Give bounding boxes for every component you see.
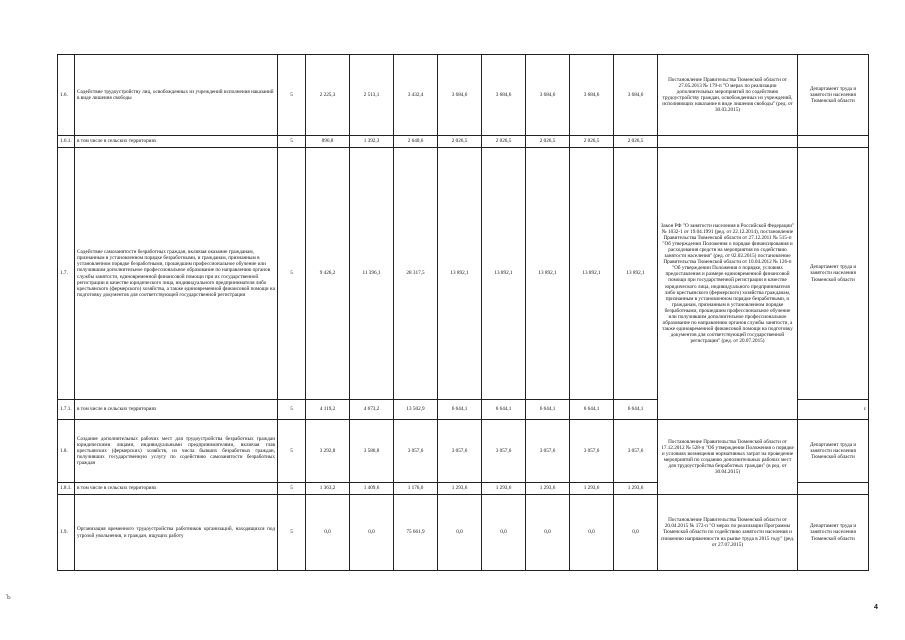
row-number: 1.6.1.: [58, 136, 75, 148]
executor: Департамент труда и занятости населения Тюменской области: [798, 495, 869, 571]
row-code: 5: [278, 55, 306, 136]
executor: с: [798, 400, 869, 420]
table-row: [58, 55, 869, 136]
value-cell: 2 026,5: [614, 136, 658, 148]
legal-basis: Постановление Правительства Тюменской области от 27.05.2013 № 179-п "О мерах по реализации дополнительных мероприятий по содействию трудоустройству граждан, освобожденных из учреждений, исполняющих наказание в виде лишения свободы" (ред. от 30.03.2015): [658, 55, 798, 136]
row-name: Содействие трудоустройству лиц, освобожденных из учреждений исполнения наказаний в виде лишения свободы: [75, 55, 278, 136]
value-cell: 1 293,6: [438, 483, 482, 495]
value-cell: 3 057,6: [482, 420, 526, 483]
value-cell: 3 684,6: [526, 55, 570, 136]
table-row: [58, 495, 869, 571]
row-name: в том числе в сельских территориях: [75, 483, 278, 495]
row-code: 5: [278, 495, 306, 571]
value-cell: 2 225,3: [306, 55, 350, 136]
row-number: 1.7.1.: [58, 400, 75, 420]
table-row: [58, 136, 869, 148]
value-cell: 1 293,6: [482, 483, 526, 495]
value-cell: 0,0: [438, 495, 482, 571]
value-cell: 2 026,5: [438, 136, 482, 148]
value-cell: 13 892,1: [526, 148, 570, 400]
value-cell: 3 684,6: [438, 55, 482, 136]
value-cell: 3 057,6: [570, 420, 614, 483]
value-cell: 13 892,1: [482, 148, 526, 400]
value-cell: 13 892,1: [614, 148, 658, 400]
table-row: [58, 420, 869, 483]
row-number: 1.8.: [58, 420, 75, 483]
value-cell: 3 057,6: [438, 420, 482, 483]
value-cell: 1 293,6: [570, 483, 614, 495]
value-cell: 13 502,9: [394, 400, 438, 420]
value-cell: 2 026,5: [570, 136, 614, 148]
value-cell: 6 644,1: [614, 400, 658, 420]
row-number: 1.9.: [58, 495, 75, 571]
value-cell: 2 026,5: [482, 136, 526, 148]
value-cell: 896,8: [306, 136, 350, 148]
row-name: Содействие самозанятости безработных граждан, включая оказание гражданам, признанным в установленном порядке безработными, и гражданам, признанным в установленном порядке безработными, прошедшим профессиональное обучение или получившим дополнительное профессиональное образование по направлению органов службы занятости, единовременной финансовой помощи при их государственной регистрации в качестве юридического лица, индивидуального предпринимателя либо крестьянского (фермерского) хозяйства, а также единовременной финансовой помощи на подготовку документов для соответствующей государственной регистрации: [75, 148, 278, 400]
value-cell: 0,0: [526, 495, 570, 571]
row-name: в том числе в сельских территориях: [75, 400, 278, 420]
value-cell: 6 644,1: [570, 400, 614, 420]
executor: [798, 483, 869, 495]
executor: [798, 136, 869, 148]
value-cell: 3 057,6: [394, 420, 438, 483]
executor: Департамент труда и занятости населения Тюменской области: [798, 55, 869, 136]
value-cell: 75 661,9: [394, 495, 438, 571]
value-cell: 1 293,6: [526, 483, 570, 495]
value-cell: 2 026,5: [526, 136, 570, 148]
row-number: 1.7.: [58, 148, 75, 400]
executor: Департамент труда и занятости населения Тюменской области: [798, 420, 869, 483]
row-code: 5: [278, 148, 306, 400]
value-cell: 1 363,2: [306, 483, 350, 495]
margin-mark: Ъ: [6, 595, 11, 601]
legal-basis: Закон РФ "О занятости населения в Российской Федерации" № 1032-1 от 19.04.1991 (ред. от 22.12.2014), постановление Правительства Тюменской области от 27.12.2011 № 515-п "Об утверждении Положения о порядке финансирования и расходования средств на мероприятия по содействию занятости населения" (ред. от 02.02.2015) постановление Правительства Тюменской области от 10.04.2012 № 126-п "Об утверждении Положения о порядке, условиях предоставления и размере единовременной финансовой помощи при государственной регистрации в качестве юридического лица, индивидуального предпринимателя либо крестьянского (фермерского) хозяйства гражданам, признанным в установленном порядке безработными, и гражданам, признанным в установленном порядке безработными, прошедшим профессиональное обучение или получившим дополнительное профессиональное образование по направлению органов службы занятости, а также единовременной финансовой помощи на подготовку документов для соответствующей государственной регистрации" (ред. от 20.07.2015): [658, 148, 798, 420]
value-cell: 3 684,6: [482, 55, 526, 136]
value-cell: 3 057,6: [526, 420, 570, 483]
value-cell: 3 057,6: [614, 420, 658, 483]
value-cell: 1 293,6: [614, 483, 658, 495]
value-cell: 2 640,6: [394, 136, 438, 148]
value-cell: 0,0: [482, 495, 526, 571]
value-cell: 4 119,2: [306, 400, 350, 420]
value-cell: 1 409,6: [350, 483, 394, 495]
value-cell: 13 892,1: [438, 148, 482, 400]
program-table: [57, 54, 869, 571]
value-cell: 0,0: [570, 495, 614, 571]
row-code: 5: [278, 136, 306, 148]
value-cell: 2 513,1: [350, 55, 394, 136]
table-row: [58, 148, 869, 400]
value-cell: 11 396,1: [350, 148, 394, 400]
value-cell: 3 684,6: [614, 55, 658, 136]
row-code: 5: [278, 483, 306, 495]
value-cell: 3 292,8: [306, 420, 350, 483]
row-code: 5: [278, 400, 306, 420]
row-name: Создание дополнительных рабочих мест для трудоустройства безработных граждан юридическими лицами, индивидуальными предпринимателями, включая глав крестьянских (фермерских) хозяйств, из числа бывших безработных граждан, получивших государственную услугу по содействию самозанятости безработных граждан: [75, 420, 278, 483]
legal-basis: Постановление Правительства Тюменской области от 20.04.2015 № 172-п "О мерах по реализации Программы Тюменской области по содействию занятости населения и снижению напряженности на рынке труда в 2015 году" (ред. от 27.07.2015): [658, 495, 798, 571]
value-cell: 6 644,1: [438, 400, 482, 420]
row-name: в том числе в сельских территориях: [75, 136, 278, 148]
legal-basis: Постановление Правительства Тюменской области от 17.12.2012 № 528-п "Об утверждении Положения о порядке и условиях возмещения нормативных затрат на проведение мероприятий по созданию дополнительных рабочих мест для трудоустройства безработных граждан" (в ред. от 30.04.2015): [658, 420, 798, 495]
page-number: 4: [874, 604, 878, 611]
value-cell: 0,0: [350, 495, 394, 571]
value-cell: 3 586,8: [350, 420, 394, 483]
value-cell: 0,0: [306, 495, 350, 571]
executor: Департамент труда и занятости населения Тюменской области: [798, 148, 869, 400]
value-cell: 1 176,0: [394, 483, 438, 495]
value-cell: 4 673,2: [350, 400, 394, 420]
value-cell: 13 892,1: [570, 148, 614, 400]
value-cell: 28 317,5: [394, 148, 438, 400]
value-cell: 0,0: [614, 495, 658, 571]
legal-basis: [658, 136, 798, 148]
row-number: 1.8.1.: [58, 483, 75, 495]
row-name: Организация временного трудоустройства работников организаций, находящихся под угрозой увольнения, и граждан, ищущих работу: [75, 495, 278, 571]
value-cell: 3 432,4: [394, 55, 438, 136]
value-cell: 9 426,2: [306, 148, 350, 400]
row-code: 5: [278, 420, 306, 483]
value-cell: 6 644,1: [482, 400, 526, 420]
value-cell: 3 684,6: [570, 55, 614, 136]
value-cell: 6 644,1: [526, 400, 570, 420]
value-cell: 1 392,3: [350, 136, 394, 148]
row-number: 1.6.: [58, 55, 75, 136]
